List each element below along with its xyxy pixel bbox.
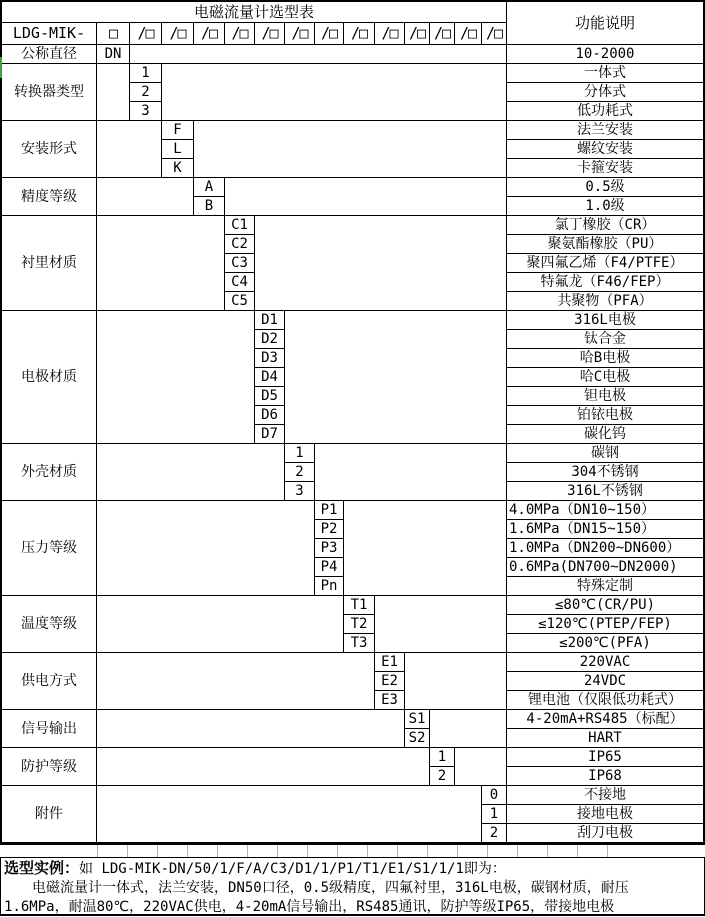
spacer-cell — [315, 444, 507, 501]
spacer-cell — [285, 311, 507, 444]
code-cell: K — [162, 159, 194, 178]
code-cell: D6 — [255, 406, 285, 425]
description-cell: 刮刀电极 — [507, 824, 703, 843]
category-cell: 外壳材质 — [2, 444, 97, 501]
example-model-string: 如 LDG-MIK-DN/50/1/F/A/C3/D1/1/P1/T1/E1/S1/1/1即为： — [79, 861, 506, 877]
description-cell: 4-20mA+RS485（标配） — [507, 710, 703, 729]
description-cell: 316L电极 — [507, 311, 703, 330]
example-section — [0, 857, 705, 916]
function-column-header: 功能说明 — [507, 2, 703, 45]
description-cell: IP68 — [507, 767, 703, 786]
description-cell: IP65 — [507, 748, 703, 767]
green-edge-artifact — [0, 57, 2, 78]
code-cell: Pn — [315, 577, 344, 596]
code-cell: P1 — [315, 501, 344, 520]
description-cell: 哈B电极 — [507, 349, 703, 368]
description-cell: 卡箍安装 — [507, 159, 703, 178]
code-cell: S1 — [405, 710, 430, 729]
description-cell: 4.0MPa（DN10~150） — [507, 501, 703, 520]
description-cell: 哈C电极 — [507, 368, 703, 387]
code-cell: 3 — [285, 482, 315, 501]
spacer-cell — [97, 178, 194, 216]
description-cell: 1.0级 — [507, 197, 703, 216]
spacer-cell — [405, 653, 507, 710]
code-cell: C1 — [225, 216, 255, 235]
code-cell: P3 — [315, 539, 344, 558]
description-cell: 特氟龙（F46/FEP） — [507, 273, 703, 292]
description-cell: 分体式 — [507, 83, 703, 102]
code-cell: F — [162, 121, 194, 140]
model-slash-box-cell: /□ — [375, 23, 405, 45]
description-cell: HART — [507, 729, 703, 748]
model-prefix-cell: LDG-MIK- — [2, 23, 97, 45]
spacer-cell — [130, 45, 507, 64]
spacer-cell — [455, 748, 507, 786]
spacer-cell — [97, 121, 162, 178]
description-cell: ≤120℃(PTEP/FEP) — [507, 615, 703, 634]
model-box-cell: □ — [97, 23, 130, 45]
code-cell: P2 — [315, 520, 344, 539]
description-cell: 304不锈钢 — [507, 463, 703, 482]
description-cell: 钽电极 — [507, 387, 703, 406]
code-cell: E1 — [375, 653, 405, 672]
spacer-cell — [97, 501, 315, 596]
description-cell: 碳化钨 — [507, 425, 703, 444]
model-slash-box-cell: /□ — [130, 23, 162, 45]
description-cell: 聚氨酯橡胶（PU） — [507, 235, 703, 254]
description-cell: 低功耗式 — [507, 102, 703, 121]
spacer-cell — [97, 216, 225, 311]
model-slash-box-cell: /□ — [430, 23, 455, 45]
description-cell: 锂电池（仅限低功耗式） — [507, 691, 703, 710]
example-label: 选型实例： — [4, 859, 80, 877]
description-cell: 铂铱电极 — [507, 406, 703, 425]
code-cell: C4 — [225, 273, 255, 292]
description-cell: 不接地 — [507, 786, 703, 805]
spacer-cell — [255, 216, 507, 311]
description-cell: 1.6MPa（DN15~150） — [507, 520, 703, 539]
description-cell: 24VDC — [507, 672, 703, 691]
description-cell: 10-2000 — [507, 45, 703, 64]
description-cell: 接地电极 — [507, 805, 703, 824]
code-cell: D5 — [255, 387, 285, 406]
description-cell: 一体式 — [507, 64, 703, 83]
code-cell: C5 — [225, 292, 255, 311]
category-cell: 精度等级 — [2, 178, 97, 216]
spacer-cell — [162, 64, 507, 121]
description-cell: 1.0MPa（DN200~DN600） — [507, 539, 703, 558]
description-cell: ≤200℃(PFA) — [507, 634, 703, 653]
spacer-cell — [97, 748, 430, 786]
category-cell: 信号输出 — [2, 710, 97, 748]
code-cell: 1 — [482, 805, 507, 824]
category-cell: 转换器类型 — [2, 64, 97, 121]
spreadsheet-gridline-strip — [0, 845, 705, 857]
code-cell: D3 — [255, 349, 285, 368]
model-slash-box-cell: /□ — [194, 23, 225, 45]
code-cell: B — [194, 197, 225, 216]
model-slash-box-cell: /□ — [315, 23, 344, 45]
code-cell: DN — [97, 45, 130, 64]
code-cell: D2 — [255, 330, 285, 349]
category-cell: 附件 — [2, 786, 97, 843]
category-cell: 安装形式 — [2, 121, 97, 178]
description-cell: 共聚物（PFA） — [507, 292, 703, 311]
model-slash-box-cell: /□ — [344, 23, 375, 45]
code-cell: L — [162, 140, 194, 159]
code-cell: P4 — [315, 558, 344, 577]
code-cell: 1 — [130, 64, 162, 83]
spacer-cell — [97, 444, 285, 501]
code-cell: T2 — [344, 615, 375, 634]
code-cell: 2 — [430, 767, 455, 786]
code-cell: D7 — [255, 425, 285, 444]
category-cell: 电极材质 — [2, 311, 97, 444]
code-cell: E2 — [375, 672, 405, 691]
description-cell: 钛合金 — [507, 330, 703, 349]
spacer-cell — [97, 786, 482, 843]
description-cell: 220VAC — [507, 653, 703, 672]
code-cell: 1 — [285, 444, 315, 463]
description-cell: 螺纹安装 — [507, 140, 703, 159]
code-cell: A — [194, 178, 225, 197]
code-cell: 3 — [130, 102, 162, 121]
code-cell: E3 — [375, 691, 405, 710]
category-cell: 压力等级 — [2, 501, 97, 596]
example-description-line1: 电磁流量计一体式，法兰安装，DN50口径，0.5级精度，四氟衬里，316L电极，碳钢材质，耐压 — [32, 880, 629, 896]
model-slash-box-cell: /□ — [482, 23, 507, 45]
spacer-cell — [97, 596, 344, 653]
description-cell: 氯丁橡胶（CR） — [507, 216, 703, 235]
code-cell: 2 — [130, 83, 162, 102]
category-cell: 防护等级 — [2, 748, 97, 786]
spacer-cell — [194, 121, 507, 178]
code-cell: S2 — [405, 729, 430, 748]
category-cell: 供电方式 — [2, 653, 97, 710]
description-cell: 碳钢 — [507, 444, 703, 463]
description-cell: 特殊定制 — [507, 577, 703, 596]
description-cell: 法兰安装 — [507, 121, 703, 140]
model-slash-box-cell: /□ — [285, 23, 315, 45]
code-cell: T3 — [344, 634, 375, 653]
spacer-cell — [97, 710, 405, 748]
spacer-cell — [430, 710, 507, 748]
code-cell: T1 — [344, 596, 375, 615]
example-description-line2: 1.6MPa，耐温80℃，220VAC供电，4-20mA信号输出，RS485通讯，防护等级IP65，带接地电极 — [4, 899, 615, 915]
description-cell: 0.6MPa(DN700~DN2000) — [507, 558, 703, 577]
category-cell: 衬里材质 — [2, 216, 97, 311]
description-cell: ≤80℃(CR/PU) — [507, 596, 703, 615]
spacer-cell — [344, 501, 507, 596]
code-cell: 2 — [482, 824, 507, 843]
code-cell: 0 — [482, 786, 507, 805]
model-slash-box-cell: /□ — [405, 23, 430, 45]
code-cell: D4 — [255, 368, 285, 387]
model-slash-box-cell: /□ — [225, 23, 255, 45]
code-cell: D1 — [255, 311, 285, 330]
description-cell: 0.5级 — [507, 178, 703, 197]
spacer-cell — [97, 64, 130, 121]
model-slash-box-cell: /□ — [162, 23, 194, 45]
code-cell: C2 — [225, 235, 255, 254]
spacer-cell — [97, 311, 255, 444]
category-cell: 公称直径 — [2, 45, 97, 64]
code-cell: 2 — [285, 463, 315, 482]
description-cell: 聚四氟乙烯（F4/PTFE） — [507, 254, 703, 273]
gridlines — [97, 845, 613, 857]
example-title-line — [4, 859, 701, 879]
model-slash-box-cell: /□ — [455, 23, 482, 45]
code-cell: 1 — [430, 748, 455, 767]
description-cell: 316L不锈钢 — [507, 482, 703, 501]
spacer-cell — [375, 596, 507, 653]
spacer-cell — [97, 653, 375, 710]
table-title: 电磁流量计选型表 — [2, 2, 507, 23]
spacer-cell — [225, 178, 507, 216]
code-cell: C3 — [225, 254, 255, 273]
selection-grid — [2, 2, 703, 843]
model-slash-box-cell: /□ — [255, 23, 285, 45]
category-cell: 温度等级 — [2, 596, 97, 653]
